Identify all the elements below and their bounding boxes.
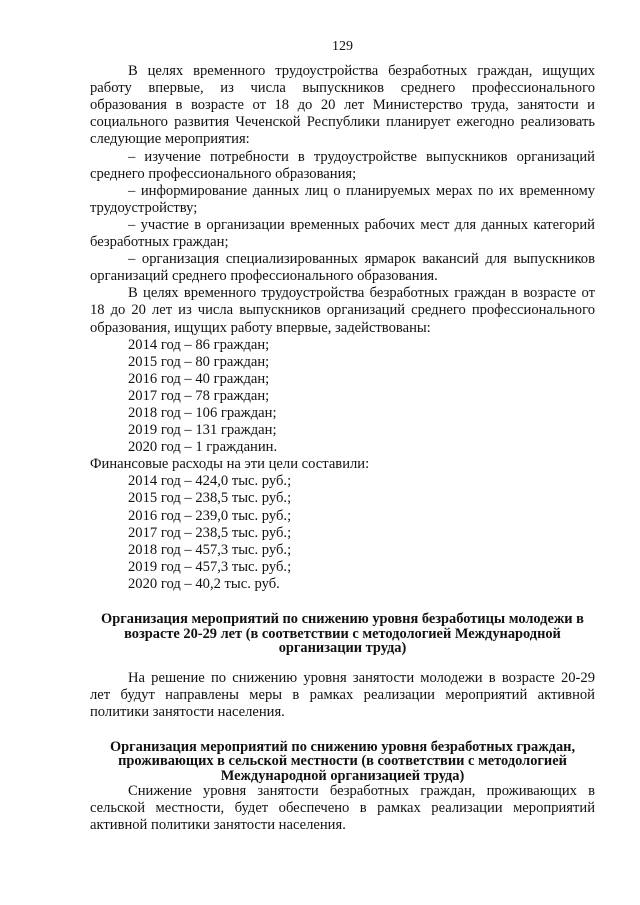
- section-heading-youth: Организация мероприятий по снижению уровня безработицы молодежи в возрасте 20-29 лет (в соответствии с методологией Международной организации труда): [101, 611, 584, 656]
- list-item: 2014 год – 86 граждан;: [128, 336, 270, 353]
- document-page: [90, 38, 595, 835]
- list-item: 2018 год – 457,3 тыс. руб.;: [128, 541, 292, 558]
- list-item: 2019 год – 131 граждан;: [128, 422, 277, 439]
- list-item: 2018 год – 106 граждан;: [128, 404, 277, 421]
- list-item: 2014 год – 424,0 тыс. руб.;: [128, 473, 292, 490]
- list-item: 2015 год – 80 граждан;: [128, 353, 270, 370]
- intro-paragraph: В целях временного трудоустройства безработных граждан, ищущих работу впервые, из числа выпускников среднего профессионального образования в возрасте от 18 до 20 лет Министерство труда, занятости и социального развития Чеченской Республики планирует ежегодно реализовать следующие мероприятия:: [90, 63, 595, 148]
- section-paragraph-rural: Снижение уровня занятости безработных граждан, проживающих в сельской местности, будет обеспечено в рамках реализации мероприятий активной политики занятости населения.: [90, 783, 595, 834]
- list-item: 2016 год – 40 граждан;: [128, 370, 270, 387]
- list-item: 2017 год – 238,5 тыс. руб.;: [128, 524, 292, 541]
- section-paragraph-youth: На решение по снижению уровня занятости молодежи в возрасте 20-29 лет будут направлены меры в рамках реализации мероприятий активной политики занятости населения.: [90, 669, 595, 720]
- expenses-title: Финансовые расходы на эти цели составили:: [90, 456, 370, 473]
- intro-item: – организация специализированных ярмарок вакансий для выпускников организаций среднего профессионального образования.: [90, 251, 595, 285]
- intro-item: – изучение потребности в трудоустройстве выпускников организаций среднего профессионального образования;: [90, 148, 595, 182]
- list-item: 2017 год – 78 граждан;: [128, 387, 270, 404]
- section-heading-rural: Организация мероприятий по снижению уровня безработных граждан, проживающих в сельской местности (в соответствии с методологией Международной организацией труда): [109, 738, 576, 784]
- list-item: 2019 год – 457,3 тыс. руб.;: [128, 558, 292, 575]
- employed-list: [90, 337, 595, 457]
- employed-paragraph: В целях временного трудоустройства безработных граждан в возрасте от 18 до 20 лет из числа выпускников организаций среднего профессионального образования, ищущих работу впервые, задействованы:: [90, 285, 595, 336]
- list-item: 2020 год – 1 гражданин.: [128, 439, 278, 456]
- list-item: 2016 год – 239,0 тыс. руб.;: [128, 507, 292, 524]
- expenses-list: [90, 473, 595, 593]
- list-item: 2015 год – 238,5 тыс. руб.;: [128, 490, 292, 507]
- intro-item: – информирование данных лиц о планируемых мерах по их временному трудоустройству;: [90, 182, 595, 216]
- list-item: 2020 год – 40,2 тыс. руб.: [128, 575, 280, 592]
- intro-item: – участие в организации временных рабочих мест для данных категорий безработных граждан;: [90, 216, 595, 251]
- page-number: 129: [332, 39, 353, 54]
